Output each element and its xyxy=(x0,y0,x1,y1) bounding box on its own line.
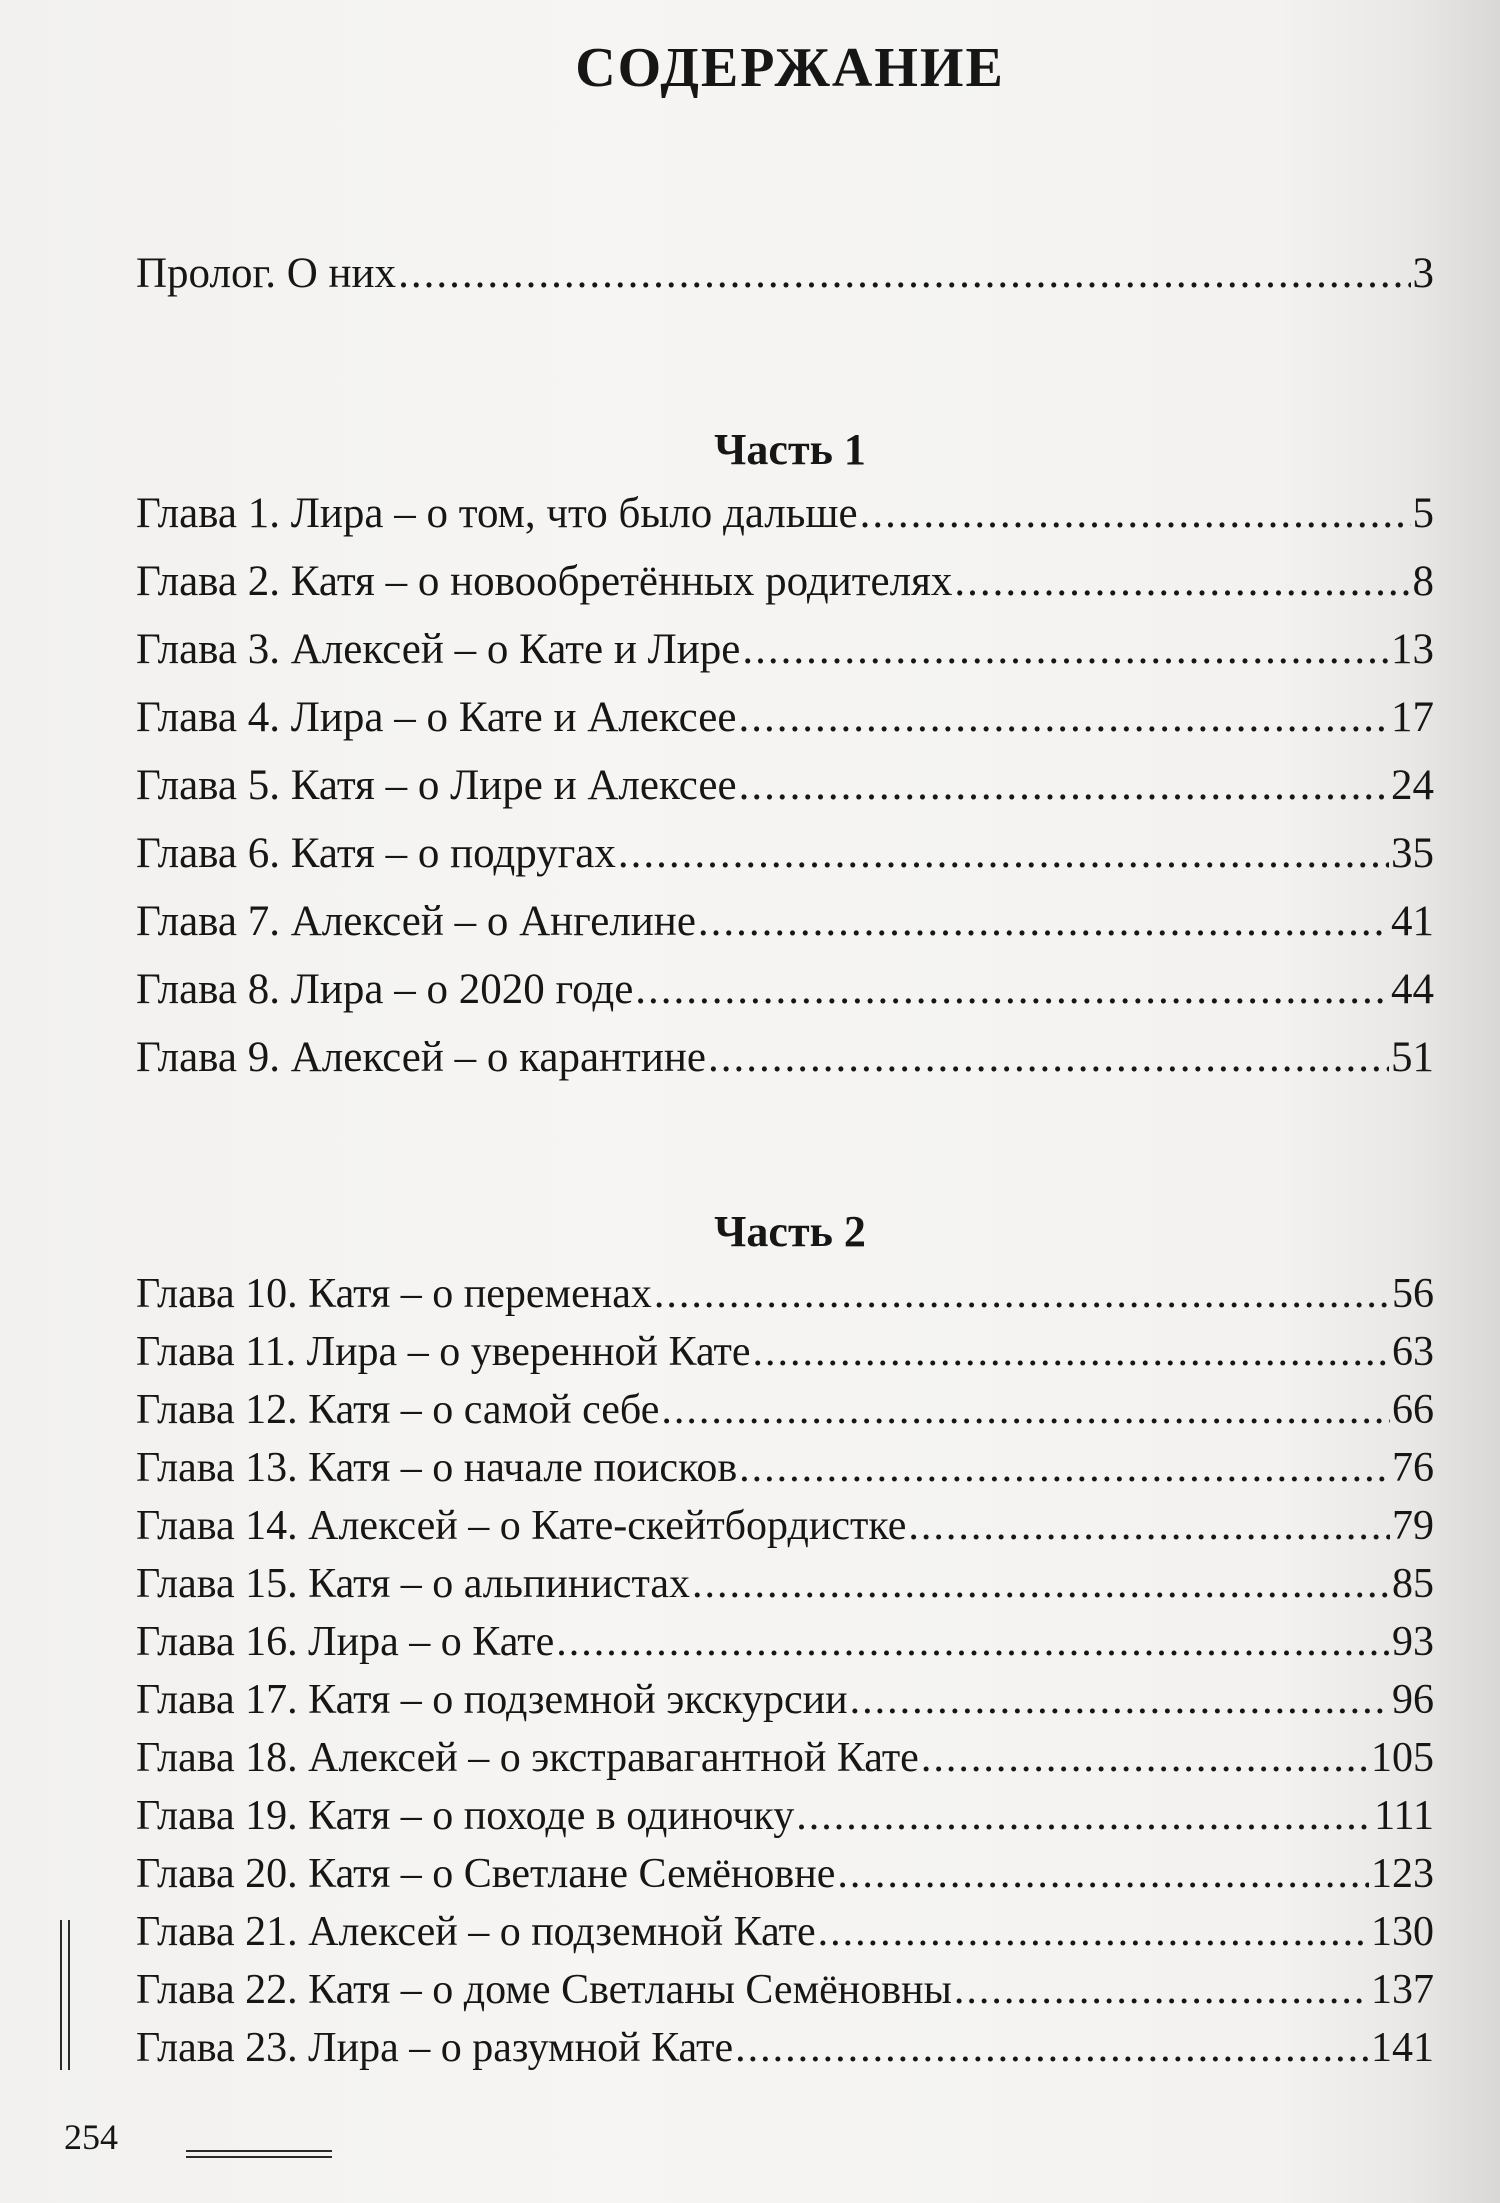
toc-entry-chapter-11 xyxy=(136,1324,1434,1382)
toc-entry-page: 44 xyxy=(1391,966,1434,1013)
toc-leader-dots xyxy=(692,1556,1390,1612)
toc-leader-dots xyxy=(908,1498,1390,1554)
toc-entry-page: 111 xyxy=(1374,1793,1434,1839)
toc-leader-dots xyxy=(708,1030,1389,1086)
toc-entry-page: 130 xyxy=(1371,1909,1434,1955)
toc-entry-label: Глава 19. Катя – о походе в одиночку xyxy=(136,1793,795,1839)
toc-leader-dots xyxy=(796,1788,1372,1844)
toc-entry-page: 35 xyxy=(1391,830,1434,877)
toc-entry-label: Глава 23. Лира – о разумной Кате xyxy=(136,2025,734,2071)
toc-entry-chapter-7 xyxy=(136,894,1434,952)
toc-entry-page: 96 xyxy=(1392,1677,1434,1723)
footer-rule-top xyxy=(186,2150,332,2152)
toc-entry-page: 3 xyxy=(1412,250,1434,297)
toc-entry-page: 8 xyxy=(1412,558,1434,605)
toc-entry-label: Глава 9. Алексей – о карантине xyxy=(136,1034,706,1081)
toc-entry-chapter-20 xyxy=(136,1846,1434,1904)
toc-entry-page: 85 xyxy=(1392,1561,1434,1607)
toc-entry-label: Глава 20. Катя – о Светлане Семёновне xyxy=(136,1851,836,1897)
toc-leader-dots xyxy=(860,486,1411,542)
toc-entry-label: Глава 1. Лира – о том, что было дальше xyxy=(136,490,858,537)
toc-entry-label: Глава 7. Алексей – о Ангелине xyxy=(136,898,696,945)
toc-entry-chapter-9 xyxy=(136,1030,1434,1088)
toc-entry-page: 13 xyxy=(1391,626,1434,673)
toc-entry-label: Глава 18. Алексей – о экстравагантной Кате xyxy=(136,1735,919,1781)
toc-entry-chapter-14 xyxy=(136,1498,1434,1556)
toc-entry-chapter-8 xyxy=(136,962,1434,1020)
toc-entry-chapter-19 xyxy=(136,1788,1434,1846)
toc-entry-label: Глава 11. Лира – о уверенной Кате xyxy=(136,1329,751,1375)
toc-entry-label: Глава 12. Катя – о самой себе xyxy=(136,1387,660,1433)
toc-entry-label: Глава 13. Катя – о начале поисков xyxy=(136,1445,738,1491)
toc-entry-label: Глава 2. Катя – о новообретённых родителях xyxy=(136,558,953,605)
toc-leader-dots xyxy=(738,690,1389,746)
toc-leader-dots xyxy=(635,962,1389,1018)
toc-leader-dots xyxy=(818,1904,1369,1960)
toc-leader-dots xyxy=(954,554,1410,610)
toc-entry-page: 123 xyxy=(1371,1851,1434,1897)
toc-entry-label: Глава 15. Катя – о альпинистах xyxy=(136,1561,690,1607)
toc-entry-label: Глава 3. Алексей – о Кате и Лире xyxy=(136,626,741,673)
toc-entry-page: 79 xyxy=(1392,1503,1434,1549)
toc-entry-page: 17 xyxy=(1391,694,1434,741)
toc-entry-label: Пролог. О них xyxy=(136,250,397,297)
toc-entry-label: Глава 8. Лира – о 2020 годе xyxy=(136,966,634,1013)
toc-leader-dots xyxy=(735,2020,1369,2076)
toc-entry-chapter-3 xyxy=(136,622,1434,680)
toc-entry-page: 5 xyxy=(1412,490,1434,537)
toc-entry-chapter-18 xyxy=(136,1730,1434,1788)
toc-leader-dots xyxy=(742,622,1389,678)
toc-entry-label: Глава 22. Катя – о доме Светланы Семёновны xyxy=(136,1967,952,2013)
margin-rule-right xyxy=(68,1920,70,2070)
toc-leader-dots xyxy=(954,1962,1369,2018)
toc-leader-dots xyxy=(556,1614,1390,1670)
toc-leader-dots xyxy=(753,1324,1391,1380)
toc-entry-chapter-16 xyxy=(136,1614,1434,1672)
toc-entry-chapter-21 xyxy=(136,1904,1434,1962)
margin-rule-left xyxy=(60,1920,62,2070)
toc-entry-page: 56 xyxy=(1392,1271,1434,1317)
toc-entry-chapter-4 xyxy=(136,690,1434,748)
toc-leader-dots xyxy=(837,1846,1369,1902)
toc-entry-chapter-13 xyxy=(136,1440,1434,1498)
toc-leader-dots xyxy=(618,826,1389,882)
toc-entry-chapter-22 xyxy=(136,1962,1434,2020)
toc-entry-chapter-10 xyxy=(136,1266,1434,1324)
toc-entry-chapter-6 xyxy=(136,826,1434,884)
toc-entry-page: 41 xyxy=(1391,898,1434,945)
toc-leader-dots xyxy=(739,1440,1390,1496)
toc-entry-page: 105 xyxy=(1371,1735,1434,1781)
toc-entry-page: 76 xyxy=(1392,1445,1434,1491)
page-title: СОДЕРЖАНИЕ xyxy=(575,37,1005,99)
toc-entry-page: 24 xyxy=(1391,762,1434,809)
toc-entry-label: Глава 10. Катя – о переменах xyxy=(136,1271,652,1317)
toc-entry-prologue xyxy=(136,246,1434,304)
part-2-heading: Часть 2 xyxy=(714,1207,866,1256)
toc-entry-label: Глава 4. Лира – о Кате и Алексее xyxy=(136,694,737,741)
toc-leader-dots xyxy=(739,758,1389,814)
toc-entry-chapter-12 xyxy=(136,1382,1434,1440)
toc-leader-dots xyxy=(850,1672,1390,1728)
toc-leader-dots xyxy=(661,1382,1390,1438)
toc-entry-page: 141 xyxy=(1371,2025,1434,2071)
page-number: 254 xyxy=(64,2117,118,2157)
toc-entry-label: Глава 16. Лира – о Кате xyxy=(136,1619,555,1665)
toc-leader-dots xyxy=(698,894,1389,950)
toc-leader-dots xyxy=(398,246,1410,302)
footer-rule-bottom xyxy=(186,2156,332,2158)
toc-entry-page: 66 xyxy=(1392,1387,1434,1433)
part-1-heading: Часть 1 xyxy=(714,425,866,474)
toc-entry-chapter-2 xyxy=(136,554,1434,612)
toc-entry-chapter-17 xyxy=(136,1672,1434,1730)
toc-leader-dots xyxy=(921,1730,1369,1786)
toc-entry-label: Глава 5. Катя – о Лире и Алексее xyxy=(136,762,737,809)
toc-entry-chapter-23 xyxy=(136,2020,1434,2078)
toc-entry-page: 63 xyxy=(1392,1329,1434,1375)
toc-entry-label: Глава 17. Катя – о подземной экскурсии xyxy=(136,1677,848,1723)
toc-entry-page: 93 xyxy=(1392,1619,1434,1665)
toc-entry-label: Глава 21. Алексей – о подземной Кате xyxy=(136,1909,816,1955)
toc-entry-chapter-5 xyxy=(136,758,1434,816)
toc-leader-dots xyxy=(654,1266,1390,1322)
toc-entry-chapter-15 xyxy=(136,1556,1434,1614)
toc-entry-page: 137 xyxy=(1371,1967,1434,2013)
toc-entry-chapter-1 xyxy=(136,486,1434,544)
toc-entry-label: Глава 14. Алексей – о Кате-скейтбордистке xyxy=(136,1503,907,1549)
toc-entry-page: 51 xyxy=(1391,1034,1434,1081)
toc-entry-label: Глава 6. Катя – о подругах xyxy=(136,830,616,877)
